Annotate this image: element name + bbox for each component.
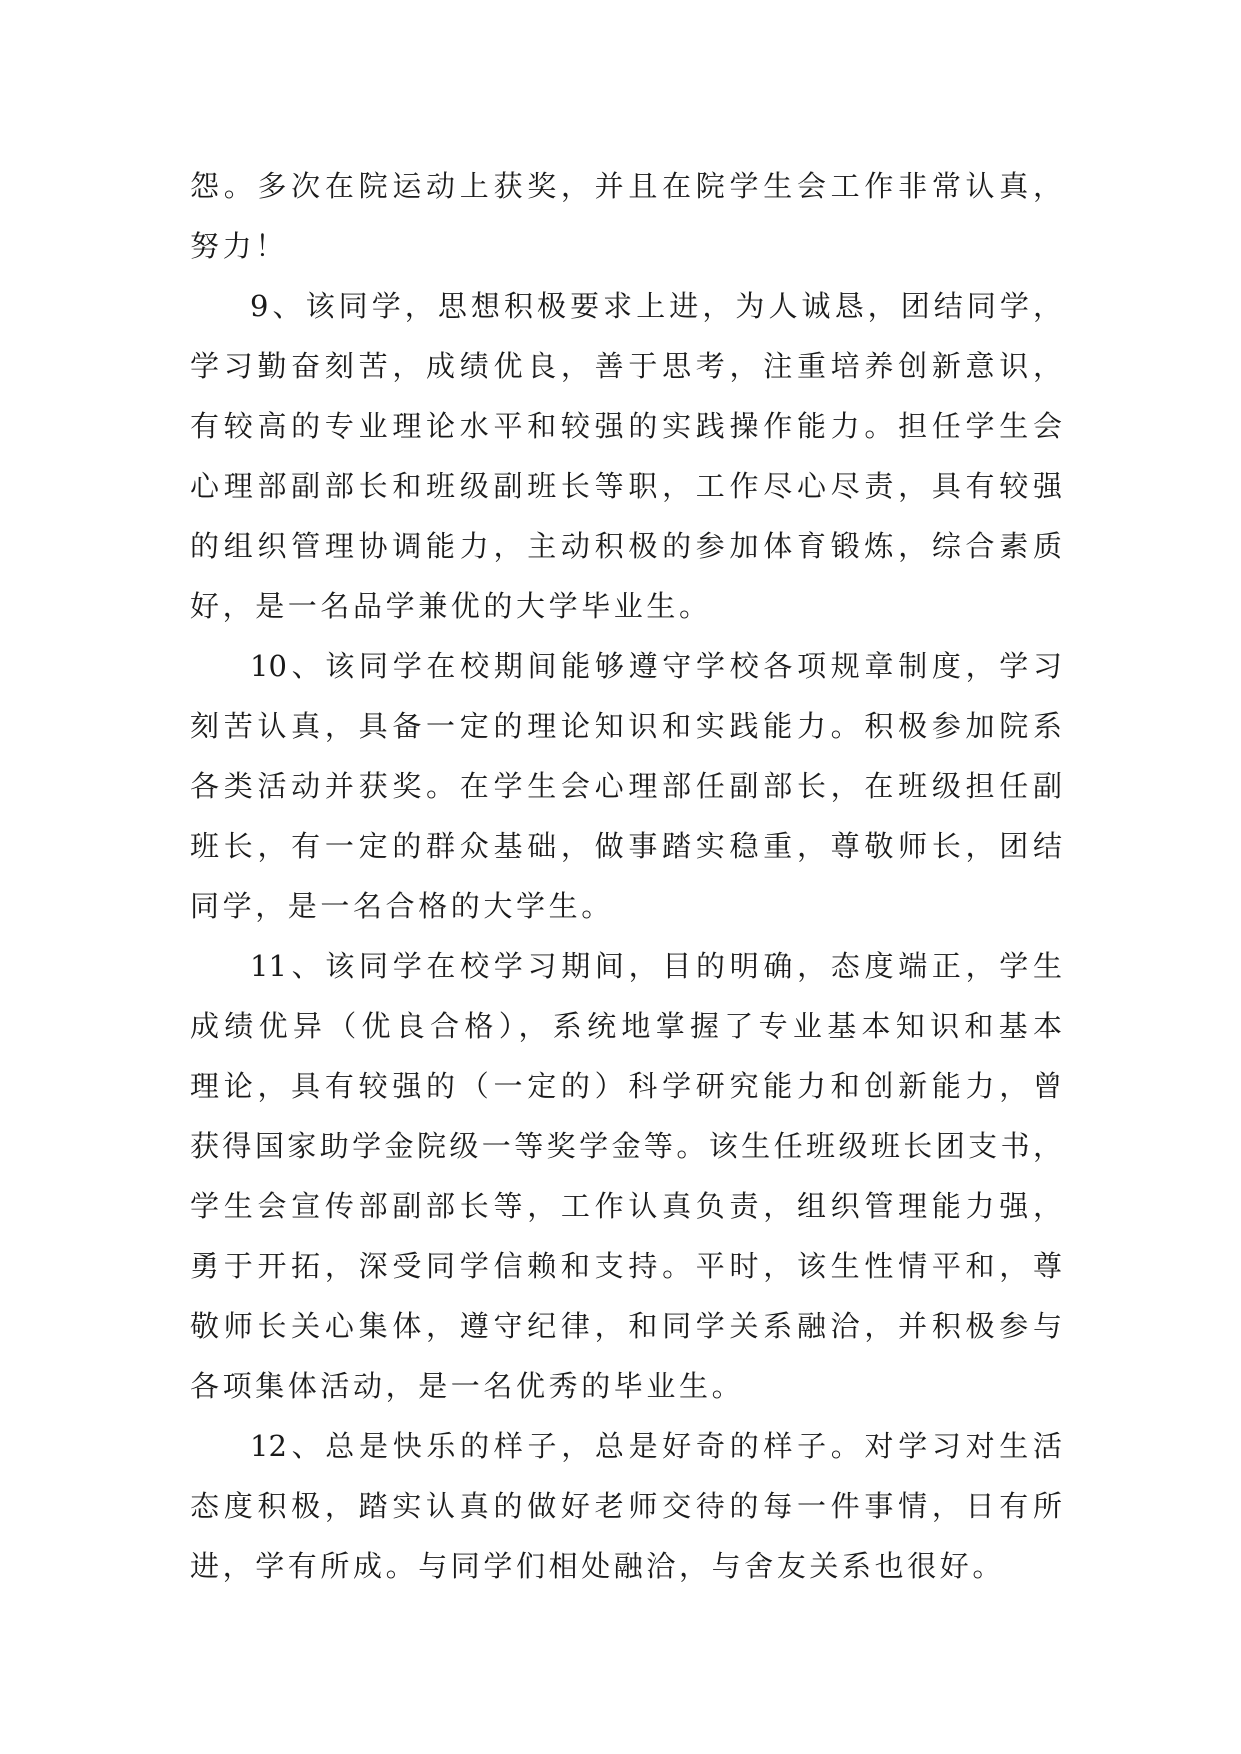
text-line: 成绩优异（优良合格），系统地掌握了专业基本知识和基本 (190, 1009, 1062, 1043)
paragraph-continuation (190, 156, 1062, 276)
text-line: 10、该同学在校期间能够遵守学校各项规章制度，学习 (250, 649, 1062, 683)
text-line: 班长，有一定的群众基础，做事踏实稳重，尊敬师长，团结 (190, 829, 1062, 863)
paragraph-item-10 (190, 636, 1062, 936)
text-line: 的组织管理协调能力，主动积极的参加体育锻炼，综合素质 (190, 529, 1062, 563)
text-line: 进，学有所成。与同学们相处融洽，与舍友关系也很好。 (190, 1549, 1006, 1583)
paragraph-item-11 (190, 936, 1062, 1416)
text-line: 同学，是一名合格的大学生。 (190, 889, 614, 923)
text-line: 9、该同学，思想积极要求上进，为人诚恳，团结同学， (250, 289, 1062, 323)
text-line: 努力！ (190, 229, 288, 263)
paragraph-item-12 (190, 1416, 1062, 1596)
text-line: 有较高的专业理论水平和较强的实践操作能力。担任学生会 (190, 409, 1062, 443)
text-line: 勇于开拓，深受同学信赖和支持。平时，该生性情平和，尊 (190, 1249, 1062, 1283)
text-line: 各项集体活动，是一名优秀的毕业生。 (190, 1369, 745, 1403)
paragraph-item-9 (190, 276, 1062, 636)
text-line: 各类活动并获奖。在学生会心理部任副部长，在班级担任副 (190, 769, 1062, 803)
text-line: 学生会宣传部副部长等，工作认真负责，组织管理能力强， (190, 1189, 1062, 1223)
text-line: 心理部副部长和班级副班长等职，工作尽心尽责，具有较强 (190, 469, 1062, 503)
text-line: 敬师长关心集体，遵守纪律，和同学关系融洽，并积极参与 (190, 1309, 1062, 1343)
text-line: 获得国家助学金院级一等奖学金等。该生任班级班长团支书， (190, 1129, 1062, 1163)
text-line: 怨。多次在院运动上获奖，并且在院学生会工作非常认真， (190, 169, 1062, 203)
text-line: 学习勤奋刻苦，成绩优良，善于思考，注重培养创新意识， (190, 349, 1062, 383)
document-body (190, 156, 1062, 1596)
text-line: 态度积极，踏实认真的做好老师交待的每一件事情，日有所 (190, 1489, 1062, 1523)
text-line: 11、该同学在校学习期间，目的明确，态度端正，学生 (250, 949, 1062, 983)
text-line: 理论，具有较强的（一定的）科学研究能力和创新能力，曾 (190, 1069, 1062, 1103)
text-line: 12、总是快乐的样子，总是好奇的样子。对学习对生活 (250, 1429, 1062, 1463)
text-line: 刻苦认真，具备一定的理论知识和实践能力。积极参加院系 (190, 709, 1062, 743)
text-line: 好，是一名品学兼优的大学毕业生。 (190, 589, 712, 623)
